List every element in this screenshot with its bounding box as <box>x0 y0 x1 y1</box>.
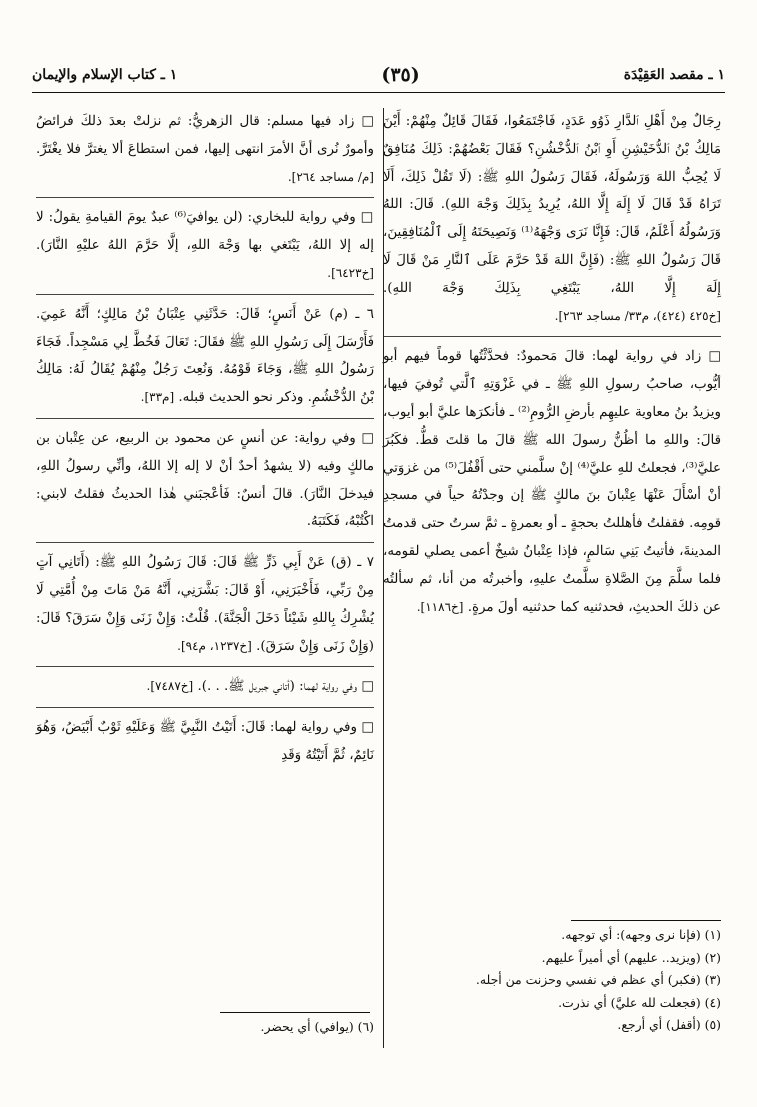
footnotes-right <box>383 924 721 1037</box>
source-reference: [م٣٣]. <box>140 390 175 405</box>
page-number: (٣٥) <box>381 64 420 86</box>
hadith-paragraph <box>36 301 374 419</box>
paragraph-text: ٧ ـ (ق) عَنْ أَبِي ذَرٍّ ﷺ قَالَ: قَالَ رَسُولُ اللهِ ﷺ: (أَتَانِي آتٍ مِنْ رَبِّي، فَأَخْبَرَنِي، أَوْ قَالَ: بَشَّرَنِي، أَنَّهُ مَنْ مَاتَ مِنْ أُمَّتِي لَا يُشْرِكُ بِاللهِ شَيْئاً دَخَلَ الْجَنَّةَ). قُلْتُ: وَإِنْ زَنَى وَإِنْ سَرَقَ؟ قَالَ: (وَإِنْ زَنَى وَإِنْ سَرَقَ). <box>36 555 374 654</box>
left-column <box>36 108 374 779</box>
paragraph-text: □ وفي رواية للبخاري: (لن يوافيَ⁽⁶⁾ عبدٌ يومَ القيامةِ يقولُ: لا إله إلا اللهُ، يَبْتَغي بها وَجْهَ اللهِ، إلَّا حَرَّمَ اللهُ عليْهِ النَّارَ). <box>36 210 374 254</box>
header-section-title: ١ ـ مقصد العَقِيْدَة <box>623 67 725 83</box>
source-reference: [م/ مساجد ٢٦٤]. <box>287 169 374 184</box>
footnote-item: (٢) (ويزيد.. عليهم) أي أميراً عليهم. <box>541 949 721 965</box>
source-reference: [خ٧٤٨٧]. <box>146 679 194 694</box>
paragraph-text: رِجَالٌ مِنْ أَهْلِ ٱلدَّارِ ذَوُو عَدَدٍ، فَاجْتَمَعُوا، فَقَالَ قَائِلٌ مِنْهُمْ: أَيْنَ مَالِكُ بْنُ ٱلدُّخَيْشِنِ أَوِ ٱبْنُ ٱلدُّخْشُنِ؟ فَقَالَ بَعْضُهُمْ: ذَلِكَ مُنَافِقٌ لَا يُحِبُّ اللهَ وَرَسُولَهُ، فَقَالَ رَسُولُ اللهِ ﷺ: (لَا تَقُلْ ذَلِكَ، أَلَا تَرَاهُ قَدْ قَالَ لَا إِلَهَ إِلَّا اللهُ، يُرِيدُ بِذَلِكَ وَجْهَ اللهِ). قَالَ: اللهُ وَرَسُولُهُ أَعْلَمُ، قَالَ: فَإِنَّا نَرَى وَجْهَهُ⁽¹⁾ وَنَصِيحَتَهُ إِلَى ٱلْمُنَافِقِينَ، قَالَ رَسُولُ اللهِ ﷺ: (فَإِنَّ اللهَ قَدْ حَرَّمَ عَلَى ٱلنَّارِ مَنْ قَالَ لَا إِلَهَ إِلَّا اللهُ، يَبْتَغِي بِذَلِكَ وَجْهَ اللهِ). <box>383 114 722 296</box>
source-reference: [خ١١٨٦]. <box>416 599 464 614</box>
hadith-paragraph <box>36 108 374 198</box>
paragraph-text: ٦ ـ (م) عَنْ أَنَسٍ؛ قَالَ: حَدَّثَنِي عِتْبَانُ بْنُ مَالِكٍ؛ أَنَّهُ عَمِيَ. فَأَرْسَلَ إِلَى رَسُولِ اللهِ ﷺ فقَالَ: تَعَالَ فَخُطَّ لِي مَسْجِداً. فَجَاءَ رَسُولُ اللهِ ﷺ، وَجَاءَ قَوْمُهُ. وَنُعِتَ رَجُلٌ مِنْهُمْ يُقَالُ لَهُ: مَالِكُ بْنُ الدُّخْشُمِ. وذكر نحو الحديث قبله. <box>36 306 374 406</box>
footnotes-left <box>36 1016 374 1039</box>
hadith-paragraph <box>36 204 374 294</box>
hadith-paragraph <box>36 425 374 543</box>
paragraph-text: □ وفي رواية لهما: (أتاني جبريل ﷺ. . .). <box>197 679 374 695</box>
source-reference: [خ٦٤٢٣]. <box>327 265 374 280</box>
column-divider <box>383 108 384 1048</box>
hadith-paragraph <box>36 549 374 667</box>
footnote-item: (١) (فإنا نرى وجهه): أي توجهه. <box>561 927 721 942</box>
footnote-item: (٣) (فكبر) أي عظم في نفسي وحزنت من أجله. <box>475 972 721 987</box>
header-book-title: ١ ـ كتاب الإسلام والإيمان <box>32 67 178 83</box>
hadith-paragraph <box>383 108 721 337</box>
source-reference: [خ١٢٣٧، م٩٤]. <box>177 638 252 653</box>
hadith-paragraph <box>36 714 374 776</box>
page-header <box>32 58 725 93</box>
paragraph-text: □ وفي رواية لهما: قَالَ: أَتَيْتُ النَّبِيَّ ﷺ وَعَلَيْهِ ثَوْبٌ أَبْيَضُ، وَهُوَ نَائِمٌ، ثُمَّ أَتَيْتُهُ وَقَدِ <box>36 720 374 763</box>
hadith-paragraph <box>383 343 721 627</box>
source-reference: [خ٤٢٥ (٤٢٤)، م٣٣/ مساجد ٢٦٣]. <box>554 308 721 323</box>
paragraph-text: □ زاد فيها مسلم: قال الزهريُّ: ثم نزلتْ بعدَ ذلكَ فرائضُ وأمورٌ نُرى أنَّ الأمرَ انتهى إليها، فمن استطاعَ ألا يغترَّ فلا يغْتَرَّ. <box>36 114 374 157</box>
footnote-rule <box>571 920 721 921</box>
hadith-paragraph <box>36 673 374 708</box>
paragraph-text: □ وفي رواية: عن أنسٍ عن محمود بن الربيع، عن عِتْبان بن مالكٍ وفيه (لا يشهدُ أحدٌ أنْ لا إله إلا اللهُ، وأنِّي رسولُ اللهِ، فيدخلَ النَّارَ). قالَ أنسٌ: فَأعْجبَني هٰذا الحديثُ فقلتُ لابني: اكْتُبْهُ، فَكَتَبَهُ. <box>36 430 374 530</box>
footnote-rule <box>220 1012 370 1013</box>
footnote-item: (٤) (فجعلت لله عليَّ) أي نذرت. <box>558 994 721 1010</box>
footnote-item: (٦) (يوافي) أي يحضر. <box>260 1019 374 1034</box>
paragraph-text: □ زاد في رواية لهما: قالَ مَحمودٌ: فحدَّثْتُها قوماً فيهم أبو أيُّوب، صاحبُ رسولِ اللهِ ﷺ ـ في غَزْوَتِهِ ٱلَّتي تُوفيَ فيها، ويزيدُ بنُ معاوية عليهِم بأرضِ الرُّومِ⁽²⁾ ـ فأنكرَها عليَّ أبو أيوب، قالَ: واللهِ ما أظُنُّ رسولَ الله ﷺ قالَ ما قلتَ قطُّ. فكَبُرَ عليَّ⁽³⁾، فجعلتُ للهِ عليَّ⁽⁴⁾ إنْ سلَّمني حتى أَقْفُلَ⁽⁵⁾ من غزوَتي أنْ أسْأَلَ عَنْهَا عِتْبانَ بنَ مالكٍ ﷺ إن وجدْتُهُ حياً في مسجدِ قومِه. فقفلتُ فأهللتُ بحجةٍ ـ أو بعمرةٍ ـ ثمَّ سرتُ حتى قدمتُ المدينةَ، فأتيتُ بَنِي سَالمٍ، فإذا عِتْبانُ شيخٌ أعمى يصلي لقومه، فلما سلَّمَ مِنَ الصَّلاةِ سلَّمتُ عليهِ، وأخبرتُه من أنا، ثم سألتُه عن ذلكَ الحديثِ، فحدثنيه كما حدثنيه أولَ مرةٍ. <box>383 349 721 615</box>
footnote-item: (٥) (أقفل) أي أرجع. <box>617 1017 721 1032</box>
right-column <box>383 108 721 630</box>
